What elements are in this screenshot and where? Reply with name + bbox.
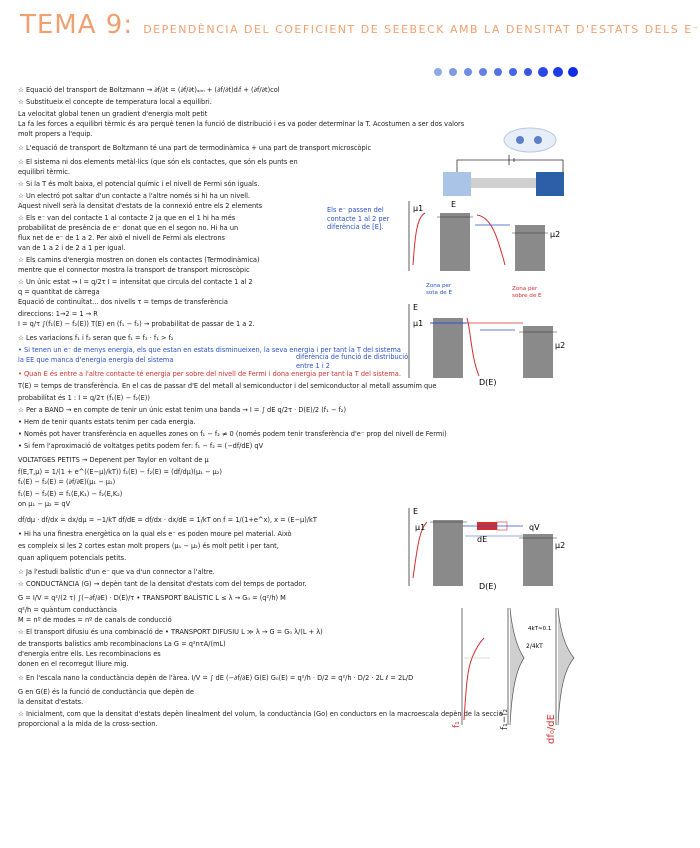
label-f1f2: f₁−f₂	[500, 708, 510, 730]
label-f1: f₁	[452, 721, 462, 728]
note-line: mentre que el connector mostra la transport de transport microscòpic	[18, 266, 250, 274]
note-line: ☆ CONDUCTÀNCIA (G) → depèn tant de la densitat d'estats com del temps de portador.	[18, 580, 307, 588]
label-E-2: E	[413, 303, 419, 312]
note-line: ☆ Per a BAND → en compte de tenir un únic estat tenim una banda → I = ∫ dE q/2τ · D(E)/2 (f₁ − f₂)	[18, 406, 347, 414]
note-line: ☆ Els e⁻ van del contacte 1 al contacte 2 ja que en el 1 hi ha més	[18, 214, 236, 222]
note-line: f₁(E) − f₂(E) = (∂f/∂E)(μ₁ − μ₂)	[18, 478, 116, 486]
dot-mark	[509, 68, 517, 76]
note-line: f₁(E) − f₂(E) = f₁(E,K₁) − f₂(E,K₂)	[18, 490, 123, 498]
note-line: ☆ Els camins d'energia mostren on donen els contactes (Termodinàmica)	[18, 256, 260, 264]
note-line: G en G(E) és la funció de conductància que depèn de	[18, 688, 194, 696]
note-line: van de 1 a 2 i de 2 a 1 per igual.	[18, 244, 126, 252]
note-line: ☆ Si la T és molt baixa, el potencial químic i el nivell de Fermi són iguals.	[18, 180, 260, 188]
note-line: I = q/τ ∫(f₁(E) − f₂(E)) T(E) en (f₁ − f₂) → probabilitat de passar de 1 a 2.	[18, 320, 255, 328]
note-line: ☆ Substitueix el concepte de temperatura local a equilibri.	[18, 98, 212, 106]
label-f-curve-2	[500, 709, 510, 730]
dot-mark	[449, 68, 457, 76]
note-line: d'energia entre ells. Les recombinacions es	[18, 650, 161, 658]
label-mu1-1: μ1	[413, 204, 424, 213]
note-line: Equació de continuïtat... dos nivells τ = temps de transferència	[18, 298, 228, 306]
band-diagram-1	[405, 195, 565, 275]
note-line: de transports balístics amb recombinacions La G = q²nτA/(mL)	[18, 640, 226, 648]
note-line: ☆ Ja l'estudi balístic d'un e⁻ que va d'un connector a l'altre.	[18, 568, 215, 576]
note-line: probabilitat de presència de e⁻ donat que en el segon no. Hi ha un	[18, 224, 239, 232]
dot-mark	[494, 68, 502, 76]
note-line: • Hem de tenir quants estats tenim per cada energia.	[18, 418, 196, 426]
note-line: flux net de e⁻ de 1 a 2. Per això el nivell de Fermi als electrons	[18, 234, 225, 242]
label-DE-3: D(E)	[479, 582, 497, 591]
label-mu2-3: μ2	[555, 541, 566, 550]
note-line: df/dμ · df/dx = dx/dμ = −1/kT df/dE = df/dx · dx/dE = 1/kT on f = 1/(1+e^x), x = (E−μ)/kT	[18, 516, 317, 524]
note-line: ☆ Les variacions f₁ i f₂ seran que f₁ = f₂ · f₁ > f₂	[18, 334, 174, 342]
note-line: es compleix si les 2 cortes estan molt propers (μ₁ − μ₂) és molt petit i per tant,	[18, 542, 279, 550]
label-dE-3: dE	[477, 535, 488, 544]
dot-mark	[434, 68, 442, 76]
note-line: T(E) = temps de transferència. En el cas de passar d'E del metall al semiconductor i del semiconductor al metall assumim que	[18, 382, 437, 390]
note-line: G = I/V = q²/(2 τ) ∫(−∂f/∂E) · D(E)/τ • TRANSPORT BALÍSTIC L ≤ λ → G₀ = (q²/h) M	[18, 594, 286, 602]
title-main: TEMA 9:	[20, 10, 134, 40]
note-line: • Quan E és entre a l'altre contacte té energia per sobre del nivell de Fermi i dona energia per tant la T del sistema.	[18, 370, 401, 378]
note-line: la densitat d'estats.	[18, 698, 84, 706]
label-f-curve-1	[452, 721, 462, 728]
dot-mark	[553, 67, 563, 77]
note-line: Aquest nivell serà la densitat d'estats de la connexió entre els 2 elements	[18, 202, 263, 210]
band-diagram-2	[405, 296, 565, 386]
note-line: ☆ L'equació de transport de Boltzmann té una part de termodinàmica + una part de transport microscòpic	[18, 144, 372, 152]
label-DE-2: D(E)	[479, 378, 497, 387]
dots-illustration	[430, 62, 590, 82]
note-line: ☆ Un únic estat → I = q/2τ I = intensitat que circula del contacte 1 al 2	[18, 278, 253, 286]
note-line: direccions: 1→2 = 1 → R	[18, 310, 98, 318]
dot-mark	[479, 68, 487, 76]
label-mu1-2: μ1	[413, 319, 424, 328]
note-line: ☆ El sistema ni dos elements metàl·lics (que són els contactes, que són els punts en	[18, 158, 298, 166]
label-mu2-1: μ2	[550, 230, 561, 239]
side-note-blue: Els e⁻ passen del contacte 1 al 2 per diferència de [E].	[327, 206, 390, 231]
note-line: ☆ En l'escala nano la conductància depèn de l'àrea. I/V = ∫ dE (−∂f/∂E) G(E) G₀(E) = q²/h · D/2 = q²/h · D/2 · 2L ℓ = 2L/D	[18, 674, 414, 682]
note-line: proporcional a la mida de la cross-section.	[18, 720, 158, 728]
label-arrow: 4kT≈0.1	[528, 626, 552, 632]
note-line: equilibri tèrmic.	[18, 168, 70, 176]
note-line: • Si tenen un e⁻ de menys energia, els que estan en estats disminueixen, la seva energia i per tant la T del sistema	[18, 346, 401, 354]
note-line: probabilitat és 1 : I = q/2τ (f₁(E) − f₂(E))	[18, 394, 150, 402]
note-line: ☆ Inicialment, com que la densitat d'estats depèn linealment del volum, la conductància (Go) en conductors en la macroescala depèn de la secció	[18, 710, 503, 718]
dot-mark	[524, 68, 532, 76]
label-dfdE: df₀/dE	[546, 714, 557, 744]
note-line: f(E,T,μ) = 1/(1 + e^((E−μ)/kT)) f₁(E) − f₂(E) = (df/dμ)(μ₁ − μ₂)	[18, 468, 222, 476]
note-line: ☆ El transport difusiu és una combinació de • TRANSPORT DIFUSIU L ≫ λ → G = G₀ λ/(L + λ)	[18, 628, 323, 636]
label-qV-3: qV	[529, 523, 540, 532]
dot-mark	[464, 68, 472, 76]
note-line: M = nº de modes = nº de canals de conducció	[18, 616, 172, 624]
note-line: donen en el recorregut lliure mig.	[18, 660, 129, 668]
zone-above-note: Zona per sobre de E	[512, 286, 542, 299]
title-subtitle: DEPENDÈNCIA DEL COEFICIENT DE SEEBECK AMB LA DENSITAT D'ESTATS DELS E⁻	[143, 23, 700, 36]
zone-below-note: Zona per sota de E	[426, 283, 453, 296]
note-line: ☆ Equació del transport de Boltzmann → ∂f/∂t = (∂f/∂t)ₐᵢₘ + (∂f/∂t)dᵢf + (∂f/∂t)col	[18, 86, 280, 94]
note-line: q = quantitat de càrrega	[18, 288, 100, 296]
page-title	[20, 10, 700, 40]
label-mu2-2: μ2	[555, 341, 566, 350]
dot-mark	[568, 67, 578, 77]
side-note-diffs: diferència de funció de distribució entre 1 i 2	[296, 353, 409, 370]
note-line: La velocitat global tenen un gradient d'energia molt petit	[18, 110, 208, 118]
note-line: quan apliquem potencials petits.	[18, 554, 127, 562]
note-line: La fa les forces a equilibri tèrmic és ara perquè tenen la funció de distribució i es va poder determinar la T. Acostumen a ser dos valors	[18, 120, 465, 128]
fermi-curves	[450, 600, 590, 740]
dot-mark	[538, 67, 548, 77]
label-kT: 2/4kT	[526, 643, 543, 650]
note-line: • Només pot haver transferència en aquelles zones on f₁ − f₂ ≠ 0 (només podem tenir transferència d'e⁻ prop del nivell de Fermi)	[18, 430, 447, 438]
note-line: q²/h = quàntum conductància	[18, 606, 117, 614]
note-line: molt propers a l'equip.	[18, 130, 93, 138]
label-f-curve-3	[546, 714, 557, 744]
note-line: VOLTATGES PETITS → Depenent per Taylor en voltant de μ	[18, 456, 209, 464]
note-line: on μ₁ − μ₂ = qV	[18, 500, 71, 508]
note-line: ☆ Un electró pot saltar d'un contacte a l'altre només si hi ha un nivell.	[18, 192, 251, 200]
band-diagram-3	[405, 500, 565, 590]
label-E-3: E	[413, 507, 419, 516]
label-E-1: E	[451, 200, 457, 209]
note-line: • Hi ha una finestra energètica on la qual els e⁻ es poden moure pel material. Això	[18, 530, 292, 538]
label-mu1-3: μ1	[415, 523, 426, 532]
note-line: la EE que manca d'energia energia del sistema	[18, 356, 174, 364]
note-line: • Si fem l'aproximació de voltatges petits podem fer: f₁ − f₂ = (−df/dE) qV	[18, 442, 264, 450]
